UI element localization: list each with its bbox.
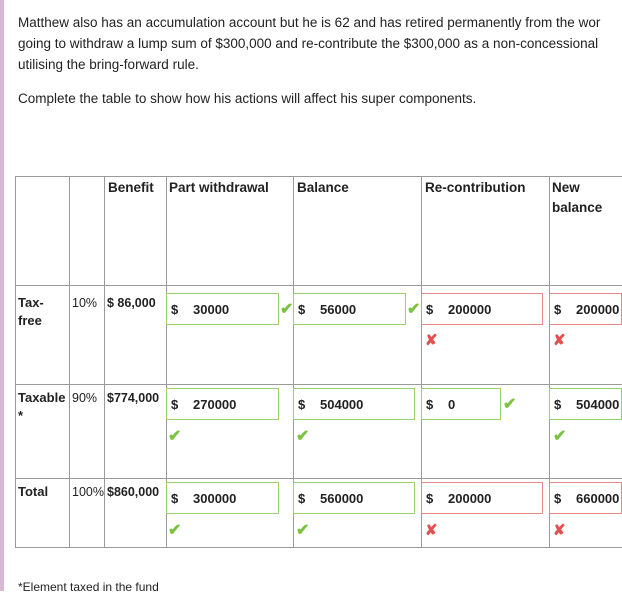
currency-symbol: $ (298, 490, 306, 506)
currency-symbol: $ (171, 301, 179, 317)
part-withdrawal-input-taxable[interactable] (166, 388, 279, 420)
currency-symbol: $ (554, 301, 562, 317)
new-balance-input-total[interactable] (549, 482, 622, 514)
row-percent: 10% (72, 296, 98, 310)
recontribution-input-total[interactable] (421, 482, 543, 514)
currency-symbol: $ (554, 490, 562, 506)
currency-symbol: $ (426, 301, 434, 317)
header-new-balance (552, 178, 602, 218)
currency-symbol: $ (171, 490, 179, 506)
input-value: 56000 (320, 301, 357, 317)
cross-icon: ✘ (553, 522, 566, 539)
left-accent-strip (0, 0, 4, 591)
currency-symbol: $ (298, 396, 306, 412)
part-withdrawal-input-tax-free[interactable] (166, 293, 279, 325)
input-value: 0 (448, 396, 456, 412)
check-icon: ✔ (280, 301, 294, 318)
check-icon: ✔ (503, 396, 517, 413)
check-icon: ✔ (168, 522, 182, 539)
input-value: 504000 (320, 396, 364, 412)
question-line-1: Matthew also has an accumulation account but he is 62 and has retired permanently from the wor (18, 15, 601, 30)
header-part-withdrawal: Part withdrawal (169, 180, 269, 195)
table-border-top (15, 176, 622, 177)
col-divider-2 (104, 176, 105, 548)
balance-input-tax-free[interactable] (293, 293, 406, 325)
row-benefit: $774,000 (107, 391, 160, 405)
row-benefit: $860,000 (107, 485, 160, 499)
currency-symbol: $ (426, 490, 434, 506)
balance-input-taxable[interactable] (293, 388, 415, 420)
recontribution-input-taxable[interactable] (421, 388, 501, 420)
check-icon: ✔ (553, 428, 567, 445)
row-divider-3 (15, 478, 622, 479)
header-new-balance-line-2: balance (552, 200, 603, 215)
header-balance: Balance (297, 180, 349, 195)
row-label-taxable (18, 389, 65, 425)
footnote: *Element taxed in the fund (18, 580, 159, 594)
table-border-bottom (15, 547, 622, 548)
check-icon: ✔ (168, 428, 182, 445)
cross-icon: ✘ (553, 332, 566, 349)
cross-icon: ✘ (425, 522, 438, 539)
new-balance-input-tax-free[interactable] (549, 293, 622, 325)
col-divider-1 (69, 176, 70, 548)
instruction-paragraph: Complete the table to show how his actions will affect his super components. (18, 91, 477, 106)
question-line-3: utilising the bring-forward rule. (18, 57, 199, 72)
cross-icon: ✘ (425, 332, 438, 349)
row-label-tax-free (18, 294, 44, 330)
part-withdrawal-input-total[interactable] (166, 482, 279, 514)
row-label-line: Taxable (18, 390, 66, 405)
row-percent: 100% (72, 485, 104, 499)
new-balance-input-taxable[interactable] (549, 388, 622, 420)
row-percent: 90% (72, 391, 98, 405)
header-new-balance-line-1: New (552, 180, 580, 195)
check-icon: ✔ (296, 522, 310, 539)
input-value: 300000 (193, 490, 237, 506)
currency-symbol: $ (554, 396, 562, 412)
balance-input-total[interactable] (293, 482, 415, 514)
input-value: 200000 (576, 301, 620, 317)
check-icon: ✔ (407, 301, 421, 318)
input-value: 560000 (320, 490, 364, 506)
question-line-2: going to withdraw a lump sum of $300,000 and re-contribute the $300,000 as a non-concessional (18, 36, 599, 51)
input-value: 504000 (576, 396, 620, 412)
row-label-line: Tax- (18, 295, 44, 310)
input-value: 200000 (448, 490, 492, 506)
input-value: 30000 (193, 301, 230, 317)
header-benefit: Benefit (108, 180, 154, 195)
row-divider-2 (15, 384, 622, 385)
currency-symbol: $ (298, 301, 306, 317)
row-label-line: * (18, 408, 24, 423)
check-icon: ✔ (296, 428, 310, 445)
row-label-total (18, 483, 48, 501)
row-label-line: Total (18, 484, 49, 499)
row-label-line: free (18, 313, 42, 328)
input-value: 270000 (193, 396, 237, 412)
recontribution-input-tax-free[interactable] (421, 293, 543, 325)
row-divider-1 (15, 285, 622, 286)
currency-symbol: $ (171, 396, 179, 412)
input-value: 660000 (576, 490, 620, 506)
input-value: 200000 (448, 301, 492, 317)
currency-symbol: $ (426, 396, 434, 412)
header-recontribution: Re-contribution (425, 180, 526, 195)
row-benefit: $ 86,000 (107, 296, 156, 310)
question-paragraph (18, 12, 600, 75)
col-divider-0 (15, 176, 16, 548)
